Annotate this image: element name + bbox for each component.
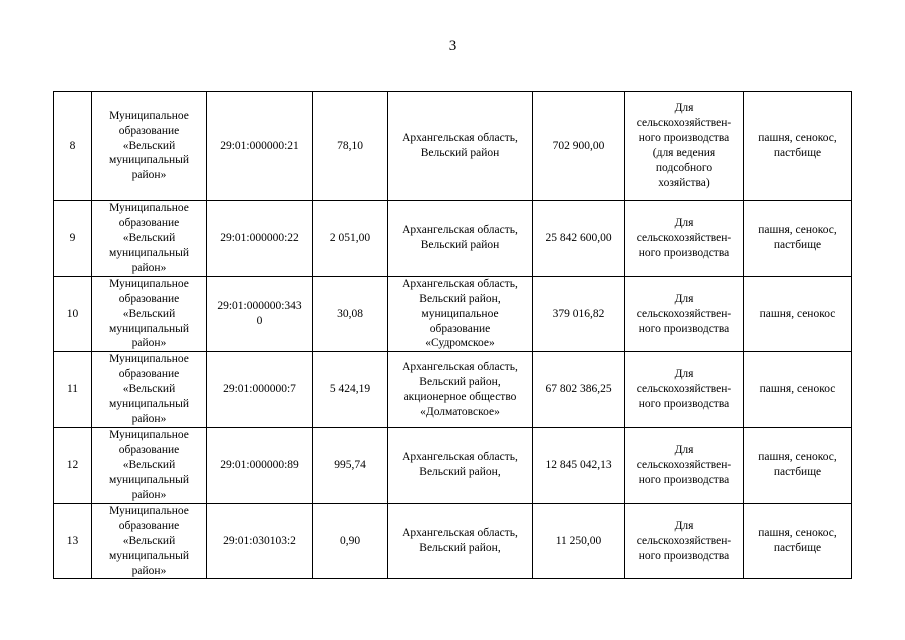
table-row [54, 352, 852, 428]
area-cell: 0,90 [313, 503, 388, 579]
land-usage-cell: пашня, сенокос, пастбище [744, 428, 852, 504]
area-cell: 995,74 [313, 428, 388, 504]
land-usage-cell: пашня, сенокос, пастбище [744, 92, 852, 201]
owner-cell: Муниципальное образование «Вельский муниципальный район» [92, 428, 207, 504]
row-number-cell: 9 [54, 201, 92, 277]
table-row [54, 92, 852, 201]
cadastral-value-cell: 11 250,00 [533, 503, 625, 579]
cadastral-number-cell: 29:01:000000:89 [207, 428, 313, 504]
row-number-cell: 12 [54, 428, 92, 504]
row-number-cell: 13 [54, 503, 92, 579]
area-cell: 5 424,19 [313, 352, 388, 428]
table-row [54, 201, 852, 277]
cadastral-number-cell: 29:01:000000:343 0 [207, 276, 313, 352]
cadastral-number-cell: 29:01:000000:21 [207, 92, 313, 201]
location-cell: Архангельская область, Вельский район, акционерное общество «Долматовское» [388, 352, 533, 428]
location-cell: Архангельская область, Вельский район, [388, 428, 533, 504]
land-category-cell: Для сельскохозяйствен- ного производства [625, 201, 744, 277]
cadastral-value-cell: 702 900,00 [533, 92, 625, 201]
row-number-cell: 11 [54, 352, 92, 428]
cadastral-number-cell: 29:01:000000:22 [207, 201, 313, 277]
location-cell: Архангельская область, Вельский район, муниципальное образование «Судромское» [388, 276, 533, 352]
cadastral-value-cell: 25 842 600,00 [533, 201, 625, 277]
land-usage-cell: пашня, сенокос, пастбище [744, 201, 852, 277]
owner-cell: Муниципальное образование «Вельский муниципальный район» [92, 201, 207, 277]
land-category-cell: Для сельскохозяйствен- ного производства [625, 428, 744, 504]
page-number: 3 [448, 38, 457, 54]
cadastral-value-cell: 67 802 386,25 [533, 352, 625, 428]
area-cell: 2 051,00 [313, 201, 388, 277]
land-usage-cell: пашня, сенокос, пастбище [744, 503, 852, 579]
cadastral-value-cell: 12 845 042,13 [533, 428, 625, 504]
owner-cell: Муниципальное образование «Вельский муниципальный район» [92, 92, 207, 201]
table-row [54, 503, 852, 579]
land-category-cell: Для сельскохозяйствен- ного производства (для ведения подсобного хозяйства) [625, 92, 744, 201]
land-usage-cell: пашня, сенокос [744, 352, 852, 428]
owner-cell: Муниципальное образование «Вельский муниципальный район» [92, 503, 207, 579]
row-number-cell: 10 [54, 276, 92, 352]
area-cell: 78,10 [313, 92, 388, 201]
table-row [54, 276, 852, 352]
location-cell: Архангельская область, Вельский район [388, 201, 533, 277]
row-number-cell: 8 [54, 92, 92, 201]
owner-cell: Муниципальное образование «Вельский муниципальный район» [92, 352, 207, 428]
land-usage-cell: пашня, сенокос [744, 276, 852, 352]
cadastral-number-cell: 29:01:030103:2 [207, 503, 313, 579]
location-cell: Архангельская область, Вельский район [388, 92, 533, 201]
area-cell: 30,08 [313, 276, 388, 352]
table-row [54, 428, 852, 504]
location-cell: Архангельская область, Вельский район, [388, 503, 533, 579]
cadastral-number-cell: 29:01:000000:7 [207, 352, 313, 428]
land-category-cell: Для сельскохозяйствен- ного производства [625, 276, 744, 352]
land-category-cell: Для сельскохозяйствен- ного производства [625, 503, 744, 579]
land-plots-table [53, 91, 852, 579]
owner-cell: Муниципальное образование «Вельский муниципальный район» [92, 276, 207, 352]
cadastral-value-cell: 379 016,82 [533, 276, 625, 352]
land-category-cell: Для сельскохозяйствен- ного производства [625, 352, 744, 428]
